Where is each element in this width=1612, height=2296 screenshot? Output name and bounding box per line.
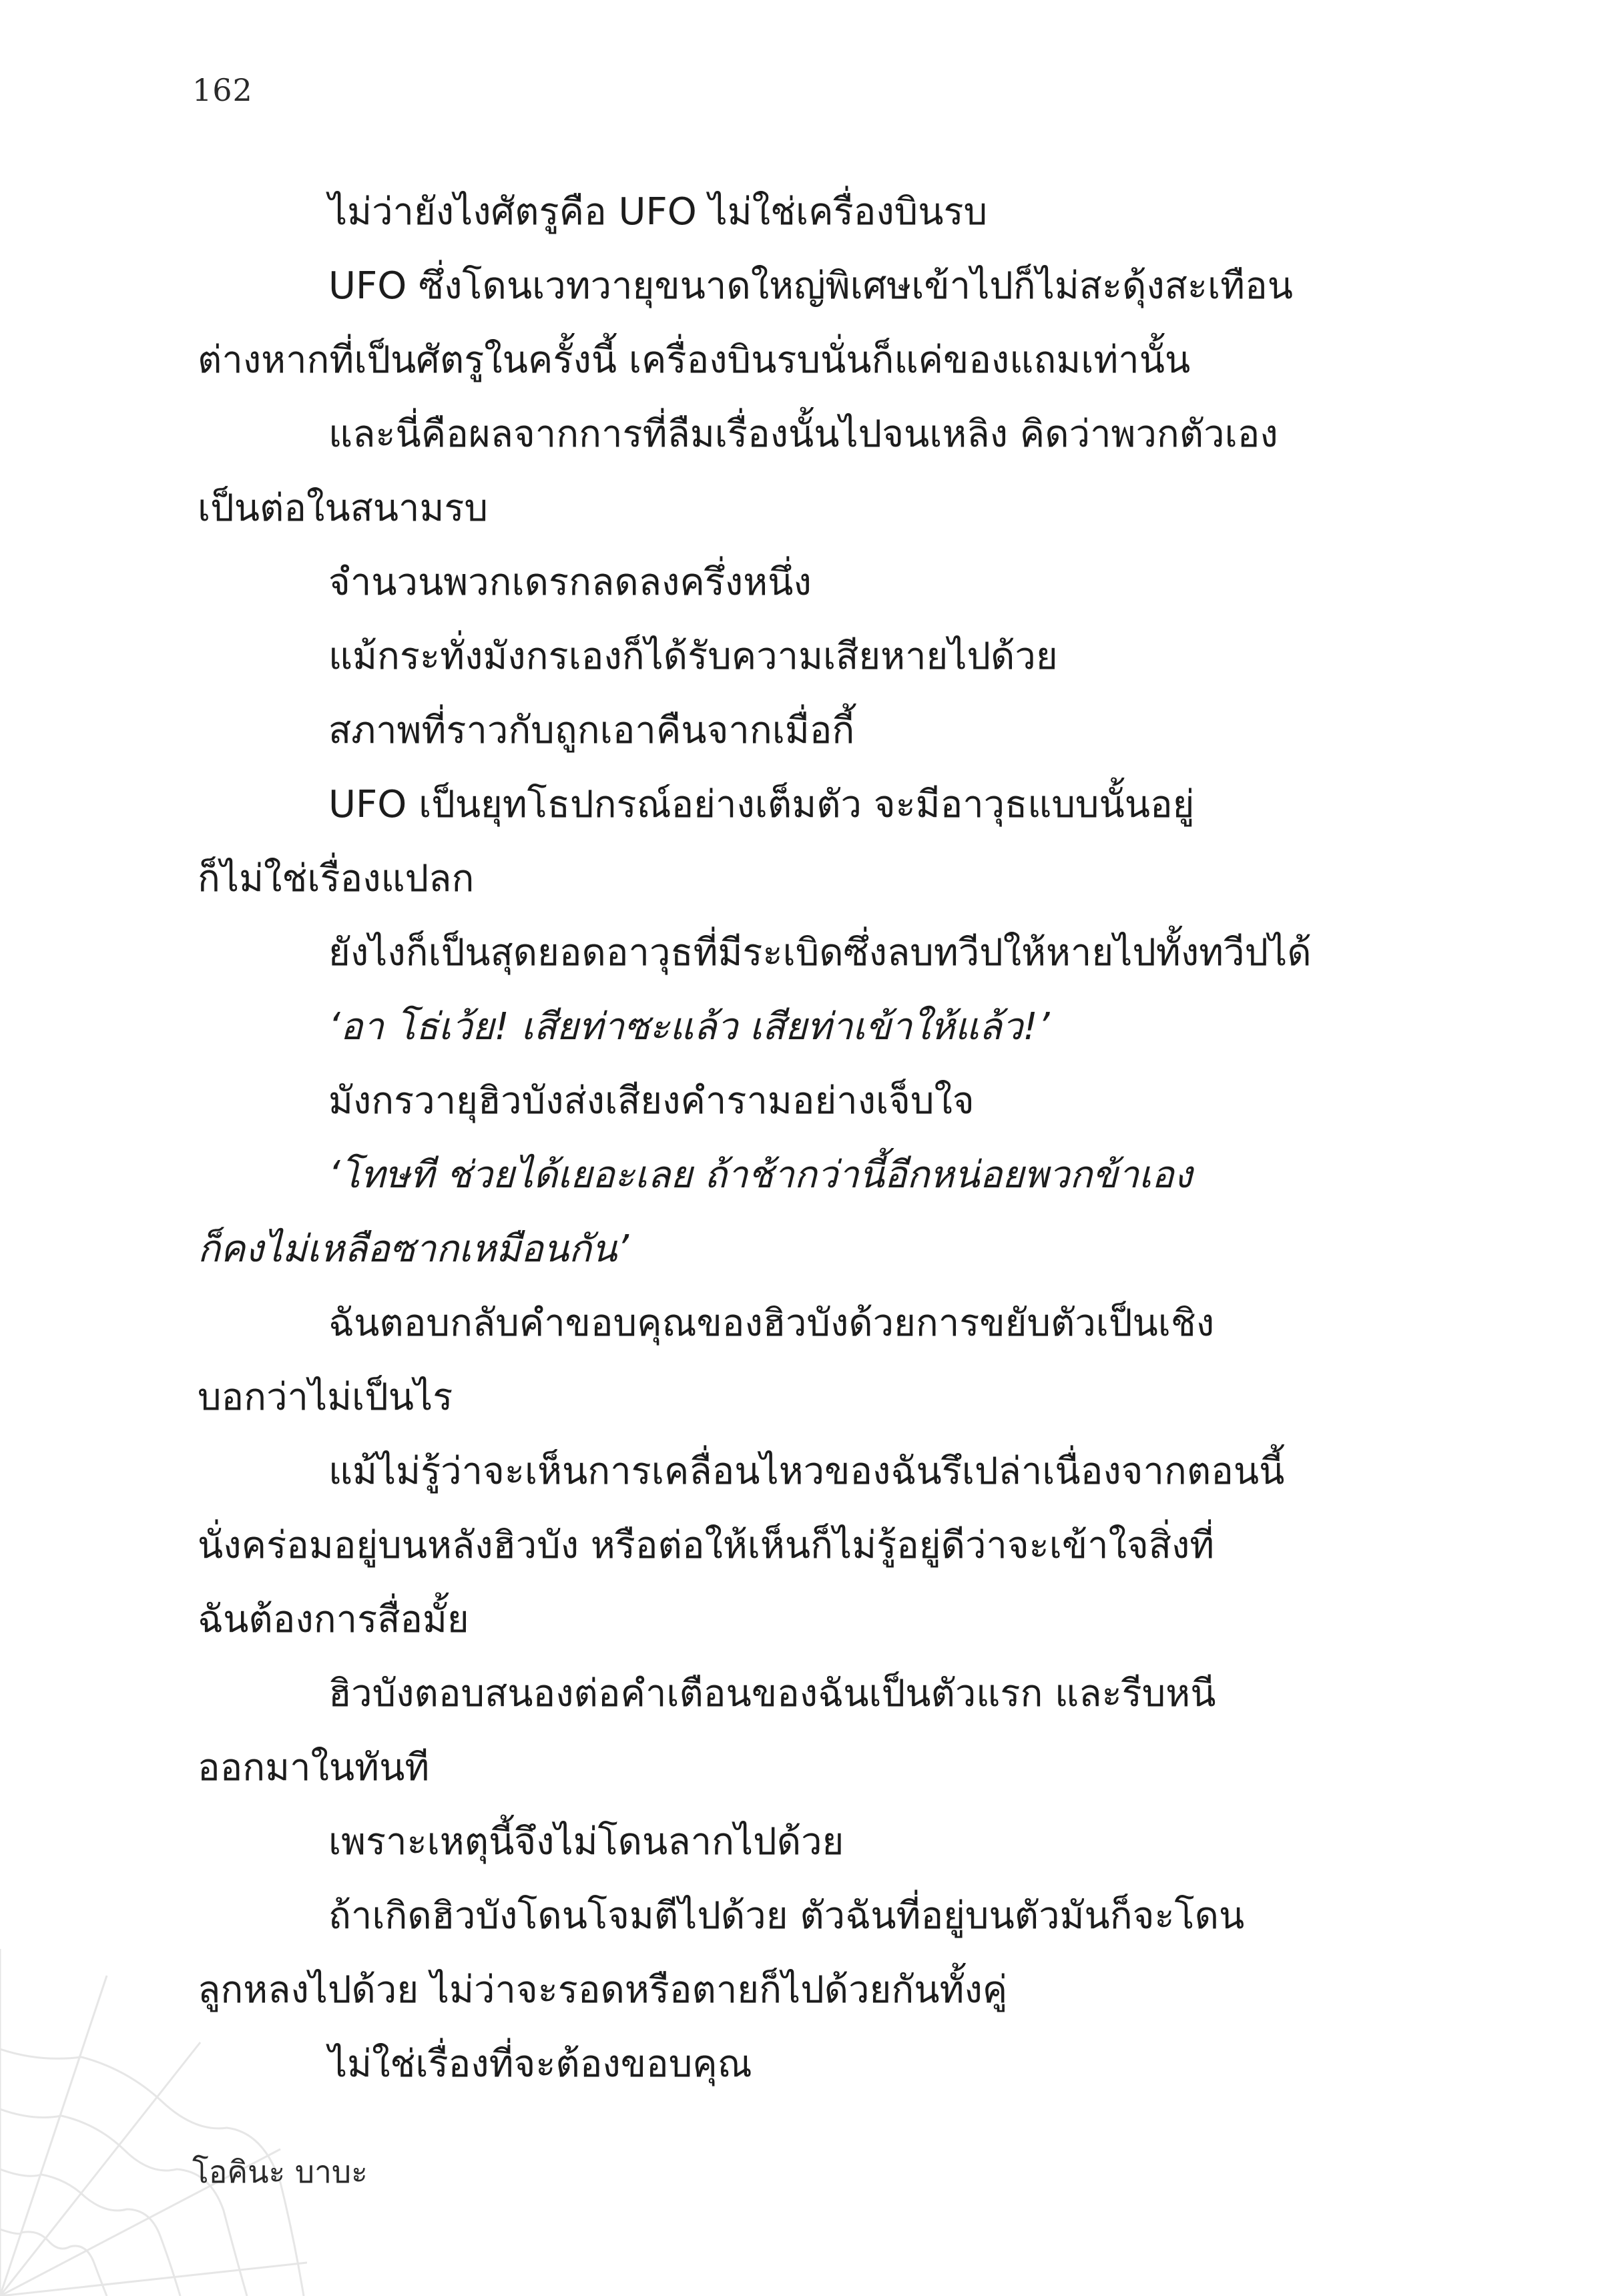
- text-line: ยังไงก็เป็นสุดยอดอาวุธที่มีระเบิดซึ่งลบทวีปให้หายไปทั้งทวีปได้: [328, 931, 1312, 974]
- text-line: เพราะเหตุนี้จึงไม่โดนลากไปด้วย: [328, 1820, 844, 1863]
- italic-dialogue-line: ‘โทษที ช่วยได้เยอะเลย ถ้าช้ากว่านี้อีกหน่อยพวกข้าเอง: [328, 1153, 1193, 1197]
- text-line: จำนวนพวกเดรกลดลงครึ่งหนึ่ง: [328, 561, 812, 604]
- text-line: มังกรวายุฮิวบังส่งเสียงคำรามอย่างเจ็บใจ: [328, 1079, 975, 1123]
- text-line: ไม่ว่ายังไงศัตรูคือ UFO ไม่ใช่เครื่องบินรบ: [328, 190, 988, 234]
- text-line: และนี่คือผลจากการที่ลืมเรื่องนั้นไปจนเหลิง คิดว่าพวกตัวเอง: [328, 412, 1278, 456]
- text-line: ถ้าเกิดฮิวบังโดนโจมตีไปด้วย ตัวฉันที่อยู่บนตัวมันก็จะโดน: [328, 1894, 1245, 1938]
- italic-dialogue-line: ก็คงไม่เหลือซากเหมือนกัน’: [198, 1227, 629, 1271]
- page-number: 162: [192, 72, 253, 108]
- text-line: สภาพที่ราวกับถูกเอาคืนจากเมื่อกี้: [328, 709, 855, 752]
- text-line: บอกว่าไม่เป็นไร: [198, 1376, 453, 1419]
- text-line: ลูกหลงไปด้วย ไม่ว่าจะรอดหรือตายก็ไปด้วยกันทั้งคู่: [198, 1968, 1008, 2012]
- body-text: [198, 175, 1379, 2101]
- text-line: ฮิวบังตอบสนองต่อคำเตือนของฉันเป็นตัวแรก และรีบหนี: [328, 1672, 1216, 1715]
- spider-web-decoration-icon: [0, 1949, 307, 2296]
- text-line: ก็ไม่ใช่เรื่องแปลก: [198, 857, 475, 900]
- text-line: ฉันตอบกลับคำขอบคุณของฮิวบังด้วยการขยับตัวเป็นเชิง: [328, 1302, 1215, 1345]
- text-line: แม้ไม่รู้ว่าจะเห็นการเคลื่อนไหวของฉันรึเปล่าเนื่องจากตอนนี้: [328, 1450, 1285, 1493]
- text-line: UFO เป็นยุทโธปกรณ์อย่างเต็มตัว จะมีอาวุธแบบนั้นอยู่: [328, 783, 1195, 826]
- text-line: เป็นต่อในสนามรบ: [198, 487, 489, 530]
- text-line: แม้กระทั่งมังกรเองก็ได้รับความเสียหายไปด้วย: [328, 635, 1058, 678]
- footer-author: โอคินะ บาบะ: [192, 2154, 368, 2190]
- text-line: ไม่ใช่เรื่องที่จะต้องขอบคุณ: [328, 2042, 752, 2086]
- text-line: นั่งคร่อมอยู่บนหลังฮิวบัง หรือต่อให้เห็นก็ไม่รู้อยู่ดีว่าจะเข้าใจสิ่งที่: [198, 1524, 1215, 1567]
- text-line: ออกมาในทันที: [198, 1746, 430, 1789]
- text-line: UFO ซึ่งโดนเวทวายุขนาดใหญ่พิเศษเข้าไปก็ไม่สะดุ้งสะเทือน: [328, 264, 1293, 308]
- text-line: ฉันต้องการสื่อมั้ย: [198, 1598, 469, 1641]
- italic-dialogue-line: ‘อา โธ่เว้ย! เสียท่าซะแล้ว เสียท่าเข้าให้แล้ว!’: [328, 1005, 1050, 1049]
- text-line: ต่างหากที่เป็นศัตรูในครั้งนี้ เครื่องบินรบนั่นก็แค่ของแถมเท่านั้น: [198, 338, 1191, 382]
